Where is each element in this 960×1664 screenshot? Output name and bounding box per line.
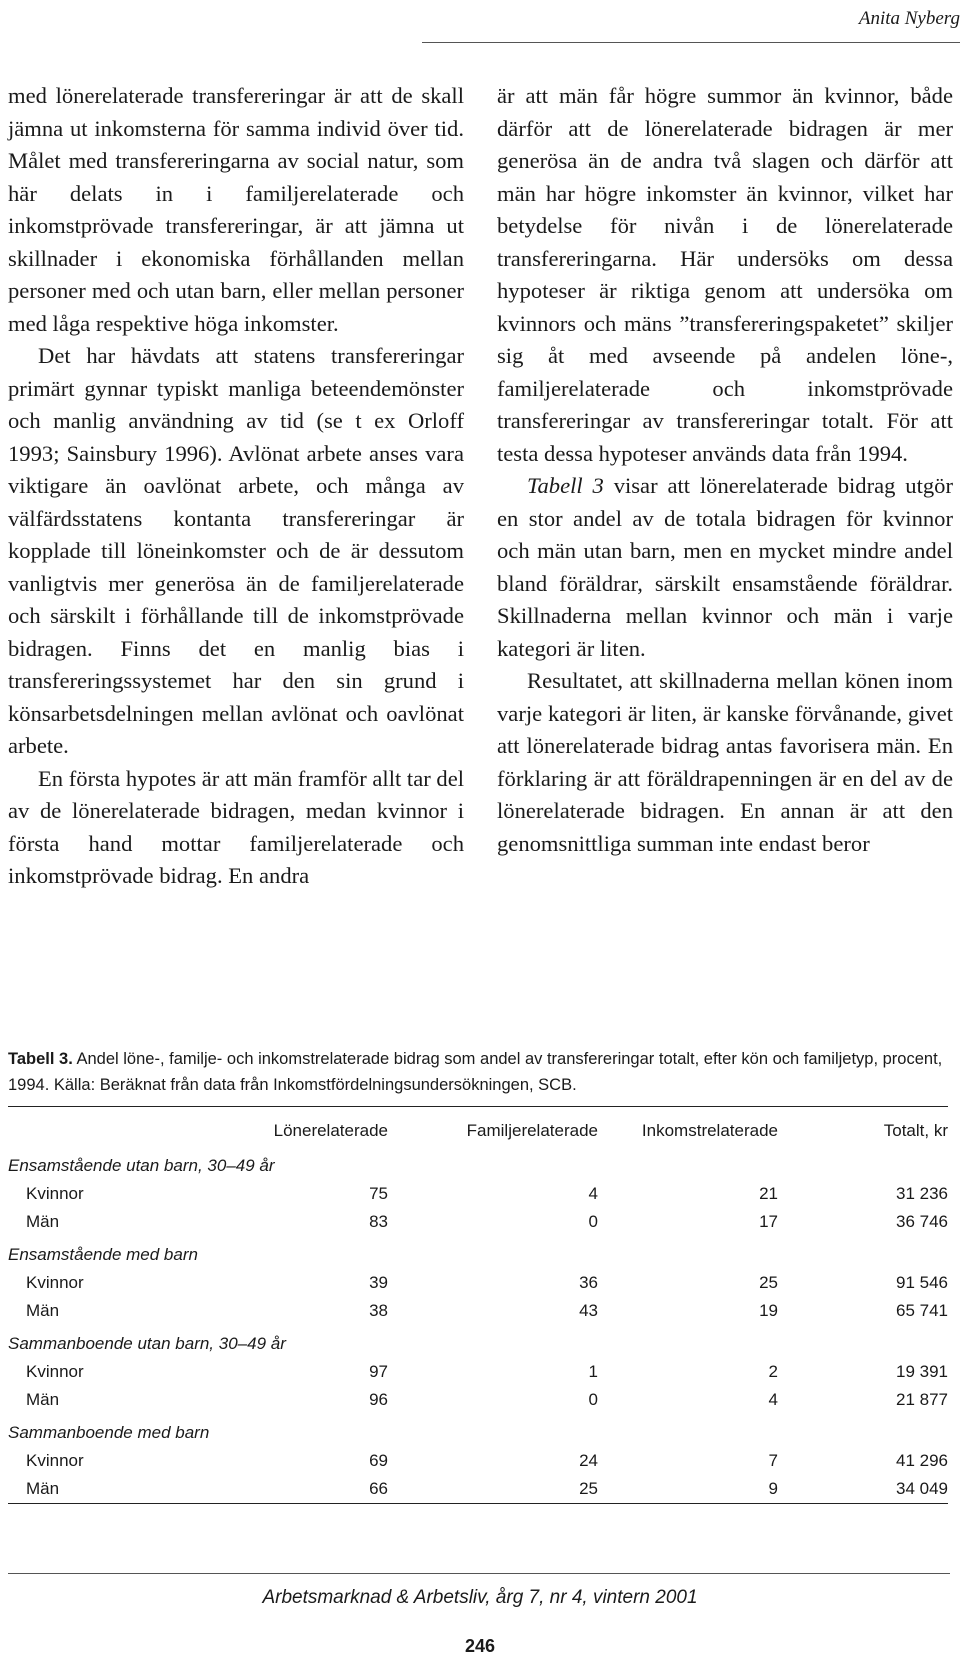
table-cell: 4	[588, 1184, 598, 1203]
table-cell: 0	[588, 1212, 598, 1231]
left-text-column	[8, 80, 464, 893]
table-cell: 39	[369, 1273, 388, 1292]
author-name: Anita Nyberg	[858, 8, 960, 29]
table-row	[8, 1208, 948, 1236]
body-paragraph: Resultatet, att skillnaderna mellan könen inom varje kategori är liten, är kanske förvånande, givet att lönerelaterade bidrag antas favorisera män. En förklaring är att föräldrapenningen är en del av de lönerelaterade bidragen. En annan är att den genomsnittliga summan inte endast beror	[497, 668, 953, 856]
table-header-cell: Lönerelaterade	[273, 1121, 388, 1140]
row-label: Kvinnor	[26, 1273, 84, 1292]
table-group-row	[8, 1414, 948, 1447]
table-row	[8, 1475, 948, 1504]
row-label: Män	[26, 1212, 60, 1231]
table-row	[8, 1180, 948, 1208]
table-cell: 1	[588, 1362, 598, 1381]
table-cell: 25	[579, 1479, 598, 1498]
row-label: Män	[26, 1390, 60, 1409]
table-cell: 83	[369, 1212, 388, 1231]
table-group-row	[8, 1325, 948, 1358]
table-row	[8, 1297, 948, 1325]
table-cell: 97	[369, 1362, 388, 1381]
group-label: Sammanboende utan barn, 30–49 år	[8, 1334, 286, 1353]
table-cell: 66	[369, 1479, 388, 1498]
table-header-cell: Totalt, kr	[883, 1121, 948, 1140]
table-cell: 19 391	[896, 1362, 948, 1381]
table-cell: 41 296	[896, 1451, 948, 1470]
table-label: Tabell 3.	[8, 1050, 73, 1068]
running-header	[422, 0, 960, 43]
group-label: Ensamstående med barn	[8, 1245, 198, 1264]
row-label: Kvinnor	[26, 1184, 84, 1203]
table-cell: 25	[759, 1273, 778, 1292]
journal-citation: Arbetsmarknad & Arbetsliv, årg 7, nr 4, vintern 2001	[262, 1587, 698, 1608]
table-cell: 4	[768, 1390, 778, 1409]
body-paragraph	[497, 470, 953, 665]
row-label: Män	[26, 1479, 60, 1498]
table-cell: 2	[768, 1362, 778, 1381]
body-paragraph: Det har hävdats att statens transfereringar primärt gynnar typiskt manliga beteendemönster och manlig användning av tid (se t ex Orloff 1993; Sainsbury 1996). Avlönat arbete anses vara viktigare än oavlönat arbete, och många av välfärdsstatens kontanta transfereringar är kopplade till löneinkomster och de är dessutom vanligtvis mer generösa än de familjerelaterade och särskilt i förhållande till de inkomstprövade bidragen. Finns det en manlig bias i transfereringssystemet har den sin grund i könsarbetsdelningen mellan avlönat och oavlönat arbete.	[8, 343, 464, 758]
body-paragraph: med lönerelaterade transfereringar är att de skall jämna ut inkomsterna för samma individ över tid. Målet med transfereringarna av social natur, som här delats in i familjerelaterade och inkomstprövade transfereringar, är att jämna ut skillnader i ekonomiska förhållanden mellan personer med och utan barn, eller mellan personer med låga respektive höga inkomster.	[8, 83, 464, 336]
table-header-row	[8, 1107, 948, 1148]
body-paragraph: är att män får högre summor än kvinnor, både därför att de lönerelaterade bidragen är mer generösa än de andra två slagen och därför att män har högre inkomster än kvinnor, vilket har betydelse för nivån i de lönerelaterade transfereringarna. Här undersöks om dessa hypoteser är riktiga genom att undersöka om kvinnors och mäns ”transfereringspaketet” skiljer sig åt med avseende på andelen löne-, familjerelaterade och inkomstprövade transfereringar av transfereringar totalt. För att testa dessa hypoteser används data från 1994.	[497, 83, 953, 466]
table-cell: 19	[759, 1301, 778, 1320]
body-paragraph: En första hypotes är att män framför allt tar del av de lönerelaterade bidragen, medan kvinnor i första hand mottar familjerelaterade och inkomstprövade bidrag. En andra	[8, 765, 464, 888]
table-cell: 21	[759, 1184, 778, 1203]
right-text-column	[497, 80, 953, 860]
table-row	[8, 1386, 948, 1414]
table-cell: 75	[369, 1184, 388, 1203]
table-cell: 43	[579, 1301, 598, 1320]
table-group-row	[8, 1236, 948, 1269]
table-cell: 24	[579, 1451, 598, 1470]
table-header-cell: Familjerelaterade	[466, 1121, 598, 1140]
table-3	[8, 1046, 948, 1504]
table-row	[8, 1358, 948, 1386]
table-cell: 21 877	[896, 1390, 948, 1409]
table-reference: Tabell 3	[527, 473, 604, 498]
table-cell: 36 746	[896, 1212, 948, 1231]
row-label: Kvinnor	[26, 1362, 84, 1381]
table-caption	[8, 1046, 948, 1098]
table-cell: 7	[768, 1451, 778, 1470]
table-cell: 69	[369, 1451, 388, 1470]
table-header-cell	[8, 1107, 268, 1148]
table-cell: 38	[369, 1301, 388, 1320]
table-cell: 96	[369, 1390, 388, 1409]
table-group-row	[8, 1147, 948, 1180]
group-label: Sammanboende med barn	[8, 1423, 210, 1442]
table-cell: 31 236	[896, 1184, 948, 1203]
group-label: Ensamstående utan barn, 30–49 år	[8, 1156, 275, 1175]
table-cell: 17	[759, 1212, 778, 1231]
table-row	[8, 1269, 948, 1297]
page-number: 246	[464, 1636, 496, 1656]
body-paragraph-text: visar att lönerelaterade bidrag utgör en stor andel av de totala bidragen för kvinnor och män utan barn, men en mycket mindre andel bland föräldrar, särskilt ensamstående föräldrar. Skillnaderna mellan kvinnor och män i varje kategori är liten.	[497, 473, 953, 661]
table-cell: 36	[579, 1273, 598, 1292]
table-caption-text: Andel löne-, familje- och inkomstrelaterade bidrag som andel av transfereringar totalt, efter kön och familjetyp, procent, 1994. Källa: Beräknat från data från Inkomstfördelningsundersökningen, SCB.	[8, 1050, 943, 1094]
table-header-cell: Inkomstrelaterade	[641, 1121, 778, 1140]
footer-rule	[8, 1573, 950, 1574]
table-cell: 0	[588, 1390, 598, 1409]
row-label: Kvinnor	[26, 1451, 84, 1470]
table-cell: 65 741	[896, 1301, 948, 1320]
row-label: Män	[26, 1301, 60, 1320]
data-table	[8, 1106, 948, 1504]
table-row	[8, 1447, 948, 1475]
table-cell: 34 049	[896, 1479, 948, 1498]
table-cell: 9	[768, 1479, 778, 1498]
table-cell: 91 546	[896, 1273, 948, 1292]
